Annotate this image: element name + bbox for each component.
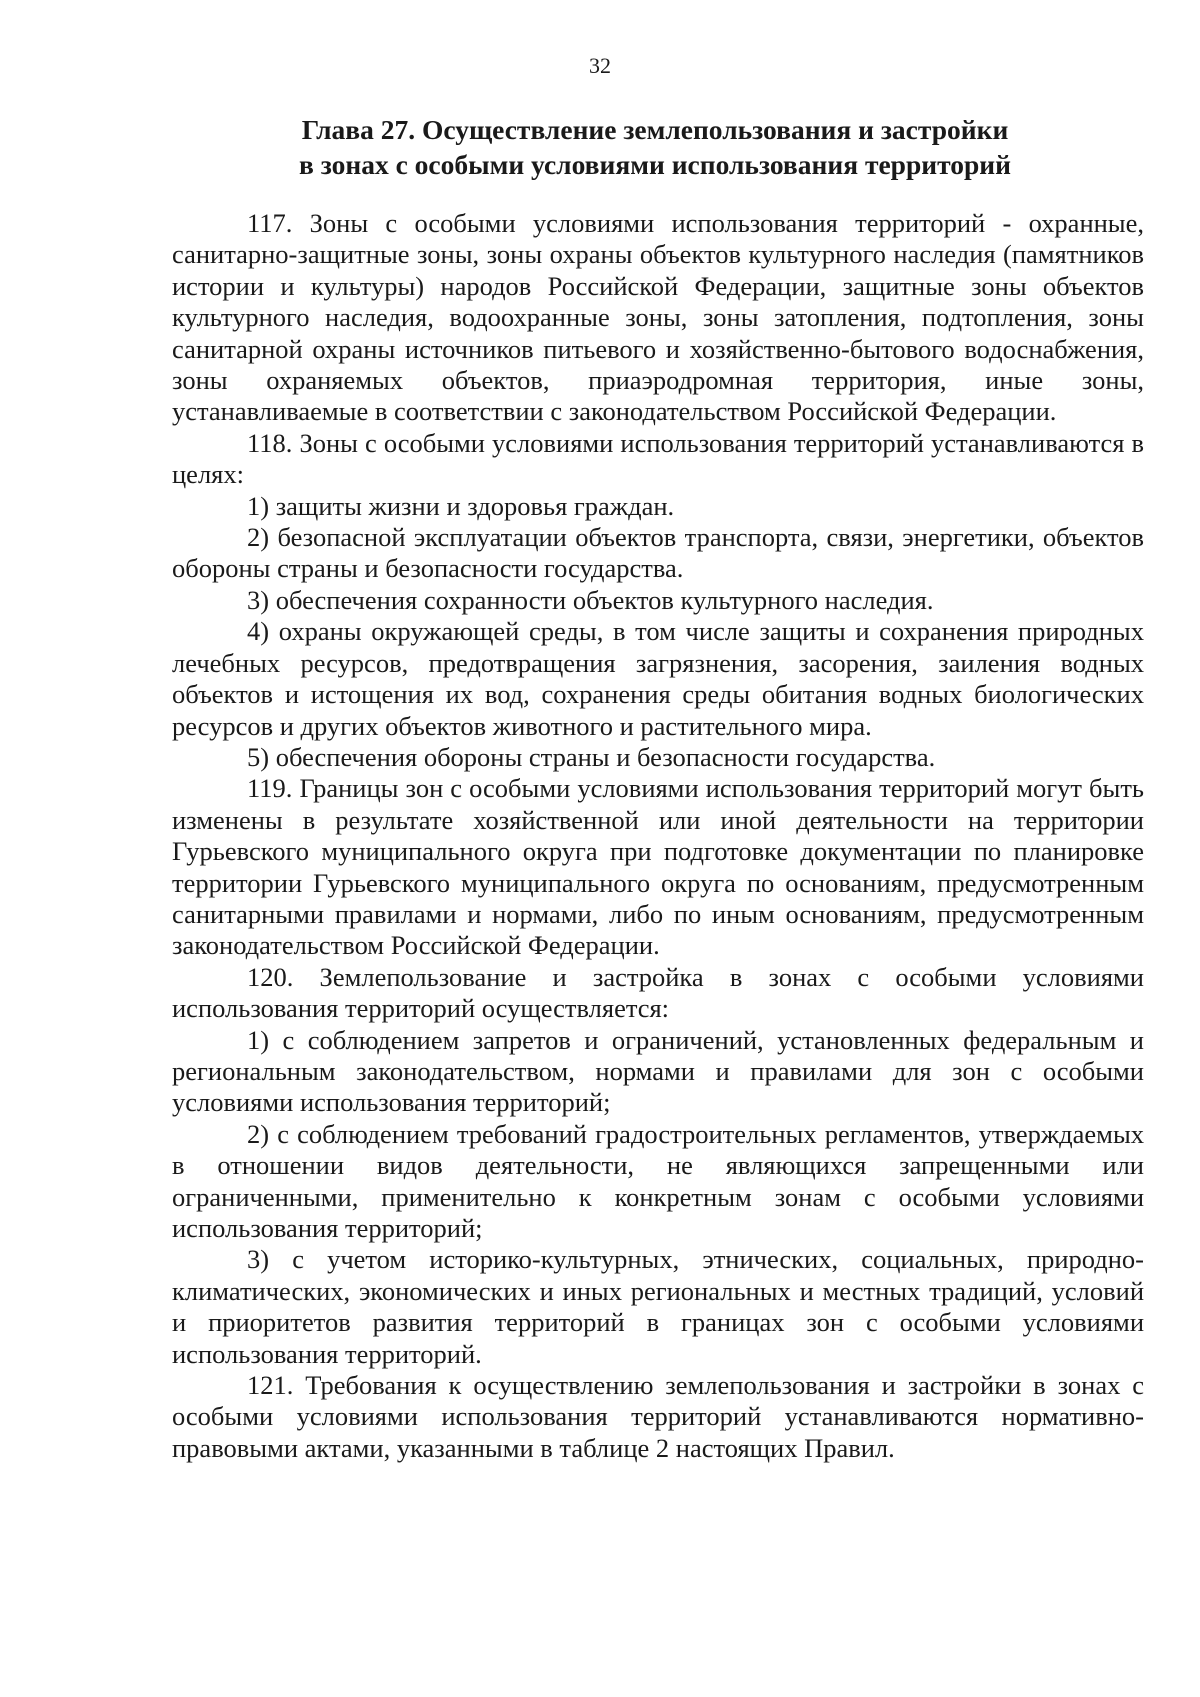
body-text [172,208,1144,1464]
list-item-120-3: 3) с учетом историко-культурных, этнических, социальных, природно-климатических, экономических и иных региональных и местных традиций, условий и приоритетов развития территорий в границах зон с особыми условиями использования территорий. [172,1244,1144,1369]
chapter-title [168,112,1142,182]
page-number: 32 [589,53,611,78]
list-item-118-1: 1) защиты жизни и здоровья граждан. [247,490,675,521]
list-item-118-5: 5) обеспечения обороны страны и безопасности государства. [247,741,936,772]
chapter-title-line-2: в зонах с особыми условиями использования территорий [299,149,1011,180]
chapter-title-line-1: Глава 27. Осуществление землепользования и застройки [301,114,1009,145]
list-item-120-1: 1) с соблюдением запретов и ограничений, установленных федеральным и региональным законодательством, нормами и правилами для зон с особыми условиями использования территорий; [172,1024,1144,1118]
paragraph-119: 119. Границы зон с особыми условиями использования территорий могут быть изменены в результате хозяйственной или иной деятельности на территории Гурьевского муниципального округа при подготовке документации по планировке территории Гурьевского муниципального округа по основаниям, предусмотренным санитарными правилами и нормами, либо по иным основаниям, предусмотренным законодательством Российской Федерации. [172,773,1144,961]
list-item-118-4: 4) охраны окружающей среды, в том числе защиты и сохранения природных лечебных ресурсов, предотвращения загрязнения, засорения, заиления водных объектов и истощения их вод, сохранения среды обитания водных биологических ресурсов и других объектов животного и растительного мира. [172,616,1144,741]
paragraph-118: 118. Зоны с особыми условиями использования территорий устанавливаются в целях: [172,427,1144,490]
list-item-120-2: 2) с соблюдением требований градостроительных регламентов, утверждаемых в отношении видов деятельности, не являющихся запрещенными или ограниченными, применительно к конкретным зонам с особыми условиями использования территорий; [172,1118,1144,1243]
list-item-118-2: 2) безопасной эксплуатации объектов транспорта, связи, энергетики, объектов обороны страны и безопасности государства. [172,522,1144,584]
paragraph-120: 120. Землепользование и застройка в зонах с особыми условиями использования территорий осуществляется: [172,961,1144,1024]
list-item-118-3: 3) обеспечения сохранности объектов культурного наследия. [247,584,934,615]
paragraph-117: 117. Зоны с особыми условиями использования территорий - охранные, санитарно-защитные зоны, зоны охраны объектов культурного наследия (памятников истории и культуры) народов Российской Федерации, защитные зоны объектов культурного наследия, водоохранные зоны, зоны затопления, подтопления, зоны санитарной охраны источников питьевого и хозяйственно-бытового водоснабжения, зоны охраняемых объектов, приаэродромная территория, иные зоны, устанавливаемые в соответствии с законодательством Российской Федерации. [172,208,1144,427]
paragraph-121: 121. Требования к осуществлению землепользования и застройки в зонах с особыми условиями использования территорий устанавливаются нормативно-правовыми актами, указанными в таблице 2 настоящих Правил. [172,1370,1144,1463]
